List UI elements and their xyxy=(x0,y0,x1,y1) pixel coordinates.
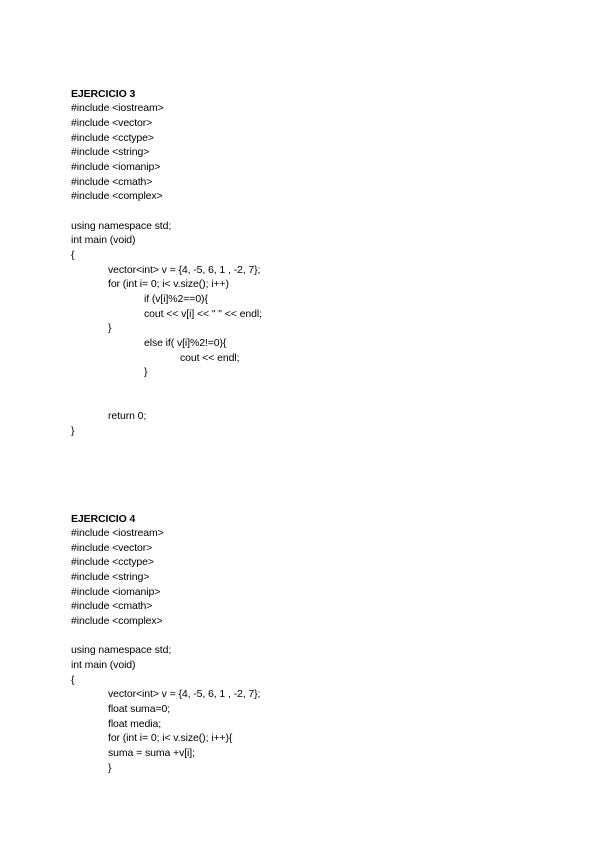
code-line: #include <iostream> xyxy=(71,102,164,114)
code-line: #include <cmath> xyxy=(71,600,153,612)
code-line: float media; xyxy=(108,718,162,730)
code-line: } xyxy=(108,322,112,334)
code-line: #include <vector> xyxy=(71,117,153,129)
code-line: float suma=0; xyxy=(108,703,171,715)
code-line: using namespace std; xyxy=(71,220,172,232)
code-line: cout << v[i] << " " << endl; xyxy=(144,308,262,320)
code-line: using namespace std; xyxy=(71,644,172,656)
code-line: #include <complex> xyxy=(71,190,163,202)
code-line: vector<int> v = {4, -5, 6, 1 , -2, 7}; xyxy=(108,688,261,700)
code-line: { xyxy=(71,674,75,686)
code-line: #include <cctype> xyxy=(71,556,154,568)
code-line: return 0; xyxy=(108,410,147,422)
code-line: #include <vector> xyxy=(71,542,153,554)
code-line: for (int i= 0; i< v.size(); i++) xyxy=(108,278,229,290)
code-line: } xyxy=(71,425,75,437)
code-line: #include <iostream> xyxy=(71,527,164,539)
code-line: for (int i= 0; i< v.size(); i++){ xyxy=(108,732,233,744)
code-line: #include <cctype> xyxy=(71,132,154,144)
code-line: #include <string> xyxy=(71,571,150,583)
code-line: vector<int> v = {4, -5, 6, 1 , -2, 7}; xyxy=(108,264,261,276)
ejercicio-4-title: EJERCICIO 4 xyxy=(71,513,136,525)
code-line: cout << endl; xyxy=(180,352,240,364)
ejercicio-3-title: EJERCICIO 3 xyxy=(71,88,136,100)
code-line: #include <string> xyxy=(71,146,150,158)
code-line: { xyxy=(71,249,75,261)
code-line: suma = suma +v[i]; xyxy=(108,747,195,759)
code-line: if (v[i]%2==0){ xyxy=(144,293,208,305)
code-line: #include <complex> xyxy=(71,615,163,627)
code-line: } xyxy=(108,762,112,774)
code-line: #include <iomanip> xyxy=(71,586,161,598)
code-line: #include <iomanip> xyxy=(71,161,161,173)
code-line: else if( v[i]%2!=0){ xyxy=(144,337,227,349)
code-line: int main (void) xyxy=(71,659,136,671)
code-line: } xyxy=(144,366,148,378)
code-line: int main (void) xyxy=(71,234,136,246)
code-line: #include <cmath> xyxy=(71,176,153,188)
